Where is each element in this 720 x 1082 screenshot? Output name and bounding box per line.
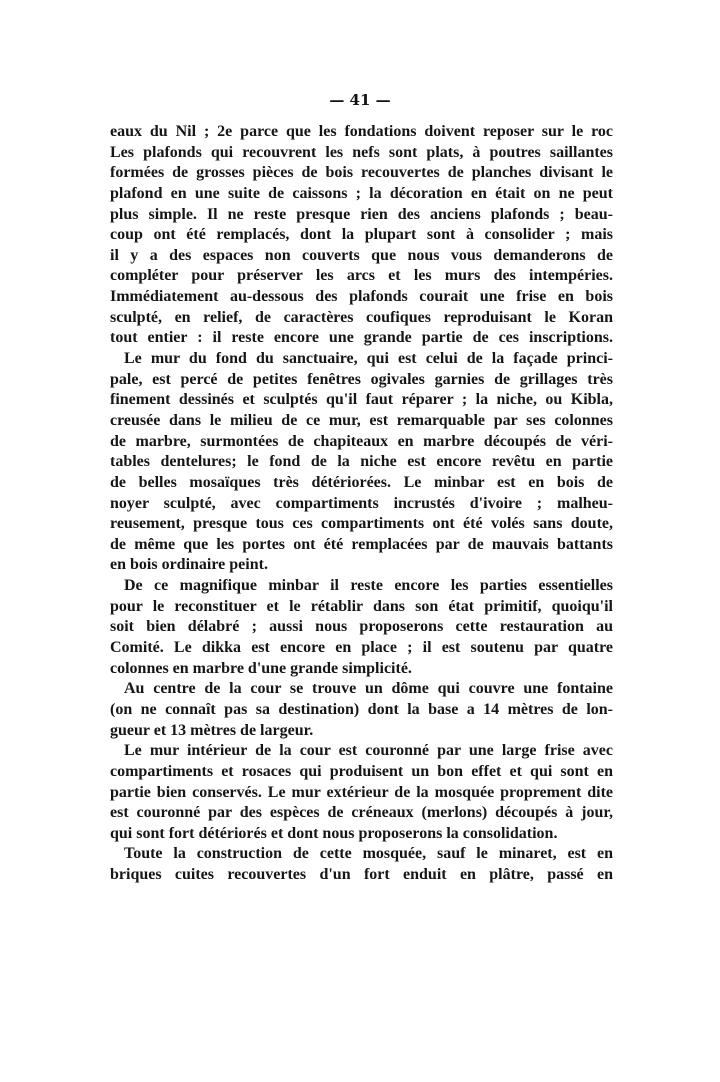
text-line: tables dentelures; le fond de la niche est encore revêtu en partie: [110, 453, 613, 471]
text-line: eaux du Nil ; 2e parce que les fondations doivent reposer sur le roc: [110, 123, 613, 140]
text-line: noyer sculpté, avec compartiments incrustés d'ivoire ; malheu-: [110, 494, 613, 512]
body-text: [110, 122, 613, 886]
text-line: Comité. Le dikka est encore en place ; il est soutenu par quatre: [110, 639, 613, 657]
page-number: — 41 —: [329, 91, 391, 109]
text-line: pour le reconstituer et le rétablir dans son état primitif, quoiqu'il: [110, 597, 613, 615]
text-line: Les plafonds qui recouvrent les nefs sont plats, à poutres saillantes: [110, 143, 613, 161]
text-line: briques cuites recouvertes d'un fort enduit en plâtre, passé en: [110, 866, 613, 884]
text-line: Le mur du fond du sanctuaire, qui est celui de la façade princi-: [124, 350, 613, 368]
text-line: de même que les portes ont été remplacées par de mauvais battants: [110, 535, 613, 553]
text-line: Toute la construction de cette mosquée, sauf le minaret, est en: [124, 845, 613, 863]
text-line: plafond en une suite de caissons ; la décoration en était on ne peut: [110, 184, 613, 202]
text-line: reusement, presque tous ces compartiments ont été volés sans doute,: [110, 515, 613, 533]
text-line: en bois ordinaire peint.: [110, 556, 268, 574]
text-line: colonnes en marbre d'une grande simplicité.: [110, 659, 412, 677]
text-line: est couronné par des espèces de créneaux (merlons) découpés à jour,: [110, 804, 613, 822]
text-line: finement dessinés et sculptés qu'il faut réparer ; la niche, ou Kibla,: [110, 391, 613, 409]
text-line: qui sont fort détériorés et dont nous proposerons la consolidation.: [110, 824, 558, 842]
text-line: plus simple. Il ne reste presque rien des anciens plafonds ; beau-: [110, 205, 613, 223]
text-line: de marbre, surmontées de chapiteaux en marbre découpés de véri-: [110, 432, 613, 450]
text-line: sculpté, en relief, de caractères coufiques reproduisant le Koran: [110, 308, 613, 326]
text-line: gueur et 13 mètres de largeur.: [110, 721, 314, 739]
text-line: partie bien conservés. Le mur extérieur de la mosquée proprement dite: [110, 783, 613, 801]
text-line: compléter pour préserver les arcs et les murs des intempéries.: [110, 267, 613, 285]
text-line: creusée dans le milieu de ce mur, est remarquable par ses colonnes: [110, 411, 613, 429]
text-line: (on ne connaît pas sa destination) dont la base a 14 mètres de lon-: [110, 700, 613, 718]
text-line: Immédiatement au-dessous des plafonds courait une frise en bois: [110, 288, 613, 306]
text-line: Au centre de la cour se trouve un dôme qui couvre une fontaine: [124, 680, 613, 698]
text-line: il y a des espaces non couverts que nous vous demanderons de: [110, 246, 613, 264]
text-line: soit bien délabré ; aussi nous proposerons cette restauration au: [110, 618, 613, 636]
text-line: compartiments et rosaces qui produisent un bon effet et qui sont en: [110, 762, 613, 780]
text-line: coup ont été remplacés, dont la plupart sont à consolider ; mais: [110, 226, 613, 244]
text-line: Le mur intérieur de la cour est couronné par une large frise avec: [124, 742, 613, 760]
text-line: pale, est percé de petites fenêtres ogivales garnies de grillages très: [110, 370, 613, 388]
text-line: formées de grosses pièces de bois recouvertes de planches divisant le: [110, 164, 613, 182]
text-line: De ce magnifique minbar il reste encore les parties essentielles: [124, 577, 613, 595]
text-line: tout entier : il reste encore une grande partie de ces inscriptions.: [110, 329, 613, 347]
text-line: de belles mosaïques très détériorées. Le minbar est en bois de: [110, 473, 613, 491]
